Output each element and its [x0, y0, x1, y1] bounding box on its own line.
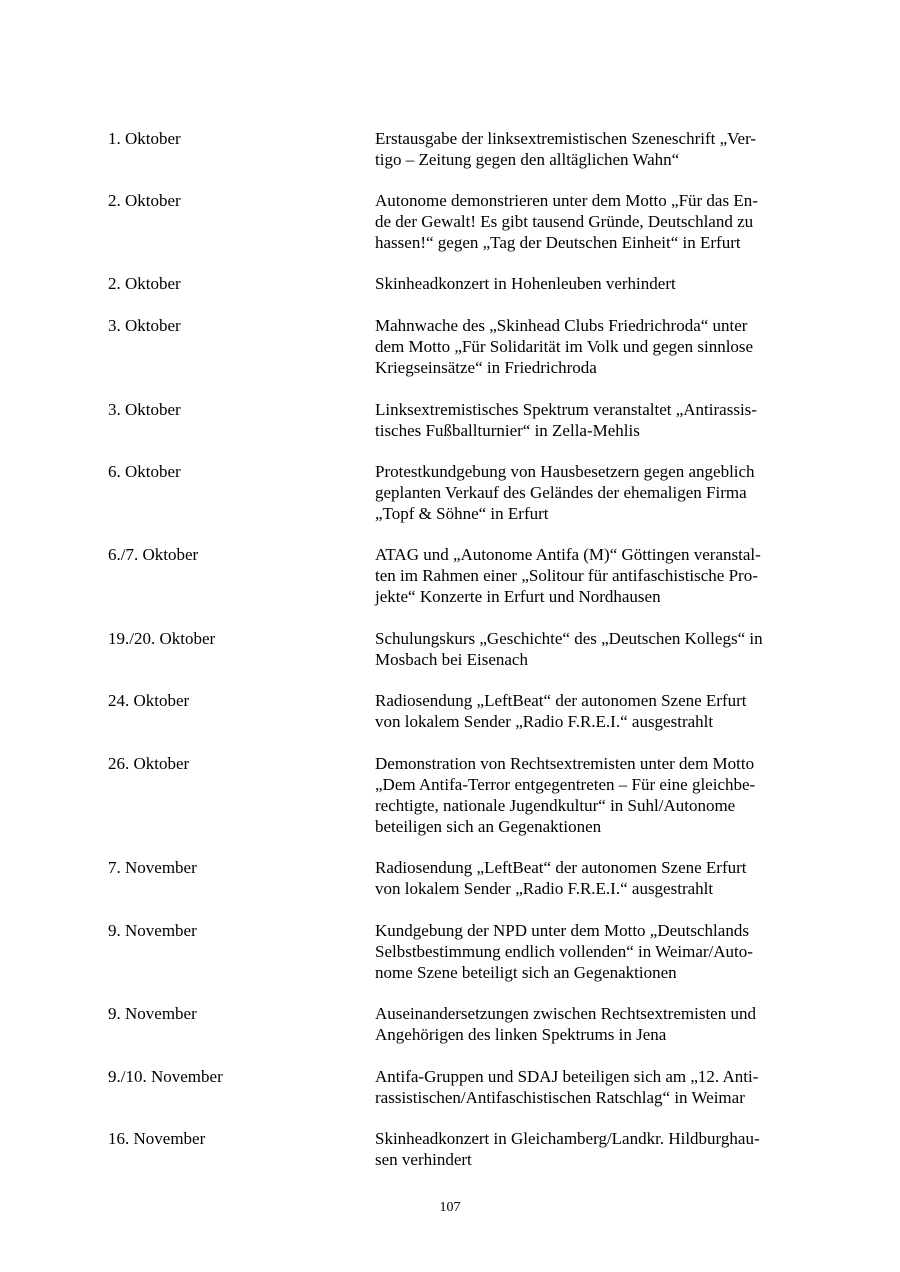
entry-date: 9./10. November: [108, 1067, 223, 1086]
entry-date: 6./7. Oktober: [108, 545, 199, 564]
entry-date: 3. Oktober: [108, 400, 181, 419]
entry-description: Antifa-Gruppen und SDAJ beteiligen sich am „12. Anti- rassistischen/Antifaschistischen Ratschlag“ in Weimar: [375, 1067, 759, 1107]
entry-description: Skinheadkonzert in Hohenleuben verhindert: [375, 274, 676, 293]
entry-date: 7. November: [108, 858, 197, 877]
entry-description: Demonstration von Rechtsextremisten unter dem Motto „Dem Antifa-Terror entgegentreten – Für eine gleichbe- rechtigte, nationale Jugendkultur“ in Suhl/Autonome beteiligen sich an Gegenaktionen: [375, 754, 756, 836]
entry-description: Mahnwache des „Skinhead Clubs Friedrichroda“ unter dem Motto „Für Solidarität im Volk und gegen sinnlose Kriegseinsätze“ in Friedrichroda: [375, 316, 754, 377]
entry-date: 9. November: [108, 1004, 197, 1023]
entry-description: ATAG und „Autonome Antifa (M)“ Göttingen veranstal- ten im Rahmen einer „Solitour für antifaschistische Pro- jekte“ Konzerte in Erfurt und Nordhausen: [375, 545, 761, 606]
entry-description: Radiosendung „LeftBeat“ der autonomen Szene Erfurt von lokalem Sender „Radio F.R.E.I.“ ausgestrahlt: [375, 858, 747, 898]
entry-date: 19./20. Oktober: [108, 629, 216, 648]
entry-description: Protestkundgebung von Hausbesetzern gegen angeblich geplanten Verkauf des Geländes der ehemaligen Firma „Topf & Söhne“ in Erfurt: [375, 462, 755, 523]
entry-date: 2. Oktober: [108, 191, 181, 210]
entry-date: 3. Oktober: [108, 316, 181, 335]
entry-description: Linksextremistisches Spektrum veranstaltet „Antirassis- tisches Fußballturnier“ in Zella-Mehlis: [375, 400, 757, 440]
entry-description: Erstausgabe der linksextremistischen Szeneschrift „Ver- tigo – Zeitung gegen den alltäglichen Wahn“: [375, 129, 757, 169]
entry-date: 24. Oktober: [108, 691, 190, 710]
entry-date: 26. Oktober: [108, 754, 190, 773]
entry-description: Autonome demonstrieren unter dem Motto „Für das En- de der Gewalt! Es gibt tausend Gründe, Deutschland zu hassen!“ gegen „Tag der Deutschen Einheit“ in Erfurt: [375, 191, 758, 252]
entry-date: 6. Oktober: [108, 462, 181, 481]
entry-date: 9. November: [108, 921, 197, 940]
page-number: 107: [439, 1200, 461, 1215]
entry-description: Auseinandersetzungen zwischen Rechtsextremisten und Angehörigen des linken Spektrums in Jena: [375, 1004, 756, 1044]
entry-date: 1. Oktober: [108, 129, 181, 148]
entry-description: Kundgebung der NPD unter dem Motto „Deutschlands Selbstbestimmung endlich vollenden“ in Weimar/Auto- nome Szene beteiligt sich an Gegenaktionen: [375, 921, 753, 982]
entry-description: Schulungskurs „Geschichte“ des „Deutschen Kollegs“ in Mosbach bei Eisenach: [375, 629, 763, 669]
entry-description: Radiosendung „LeftBeat“ der autonomen Szene Erfurt von lokalem Sender „Radio F.R.E.I.“ ausgestrahlt: [375, 691, 747, 731]
entry-date: 2. Oktober: [108, 274, 181, 293]
entry-date: 16. November: [108, 1129, 206, 1148]
entry-description: Skinheadkonzert in Gleichamberg/Landkr. Hildburghau- sen verhindert: [375, 1129, 760, 1169]
